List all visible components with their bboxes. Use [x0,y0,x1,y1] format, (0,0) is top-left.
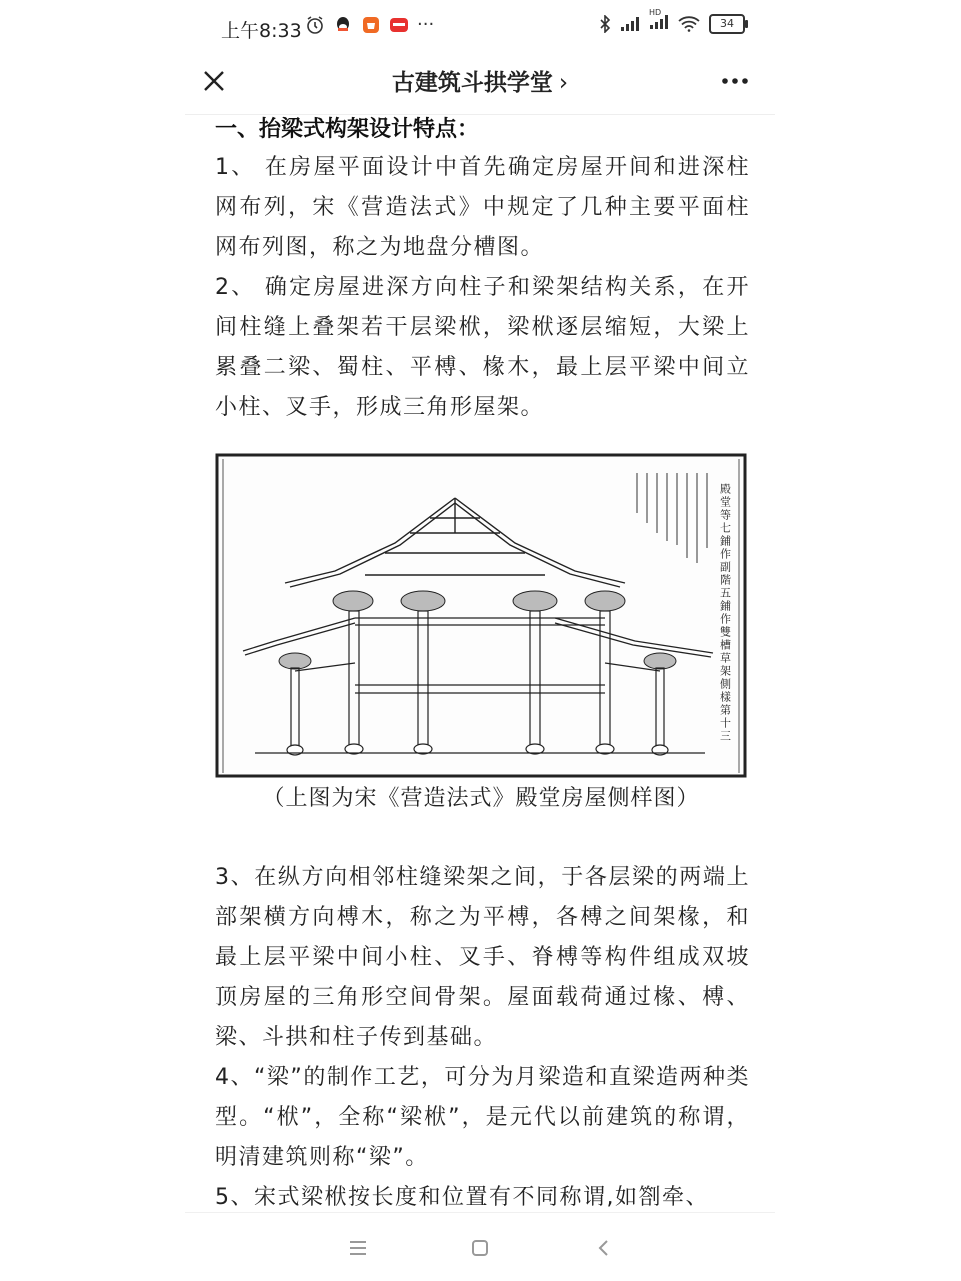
paragraph-3: 3、在纵方向相邻柱缝梁架之间，于各层梁的两端上部架横方向榑木，称之为平榑，各榑之间架椽，和最上层平梁中间小柱、叉手、脊榑等构件组成双坡顶房屋的三角形空间骨架。屋面载荷通过椽、榑、梁、斗拱和柱子传到基础。 [215,865,750,1050]
drawing-inscription: 殿堂等七鋪作副階五鋪作雙槽草架側樣第十三 [718,483,732,743]
section-heading: 一、抬梁式构架设计特点： [215,117,480,142]
alarm-icon [305,15,325,35]
chevron-right-icon: › [558,70,569,96]
page-title[interactable] [185,64,775,97]
more-notifications-icon: ··· [417,14,435,35]
hd-signal: HD [649,14,669,34]
paragraph-5: 5、宋式梁栿按长度和位置有不同称谓,如劄牵、 [215,1185,709,1210]
qq-icon [333,15,353,35]
menu-icon[interactable] [343,1233,373,1263]
page-title-text: 古建筑斗拱学堂 [391,70,553,96]
article-body-top [215,112,750,428]
news-app-icon [389,15,409,35]
home-icon[interactable] [465,1233,495,1263]
paragraph-1: 1、 在房屋平面设计中首先确定房屋开间和进深柱网布列，宋《营造法式》中规定了几种主要平面柱网布列图，称之为地盘分槽图。 [215,155,750,260]
navigation-bar [185,1212,775,1281]
more-icon[interactable] [717,66,753,96]
signal-icon [620,16,640,32]
notification-icons [305,14,434,35]
back-icon[interactable] [589,1233,619,1263]
architecture-drawing[interactable] [215,453,747,778]
status-bar [185,0,775,52]
status-time: 上午8:33 [221,20,302,42]
shopping-app-icon [361,15,381,35]
phone-screen [185,0,775,1280]
figure-caption: （上图为宋《营造法式》殿堂房屋侧样图） [262,786,700,811]
system-indicators [599,8,745,34]
title-bar [185,52,775,110]
battery-indicator: 34 [709,14,745,34]
article-body-bottom [215,858,750,1218]
paragraph-4: 4、“梁”的制作工艺，可分为月梁造和直梁造两种类型。“栿”，全称“梁栿”，是元代以前建筑的称谓，明清建筑则称“梁”。 [215,1065,750,1170]
wifi-icon [678,16,700,32]
paragraph-2: 2、 确定房屋进深方向柱子和梁架结构关系，在开间柱缝上叠架若干层梁栿，梁栿逐层缩短，大梁上累叠二梁、蜀柱、平榑、椽木，最上层平梁中间立小柱、叉手，形成三角形屋架。 [215,275,750,420]
bluetooth-icon [599,15,611,33]
